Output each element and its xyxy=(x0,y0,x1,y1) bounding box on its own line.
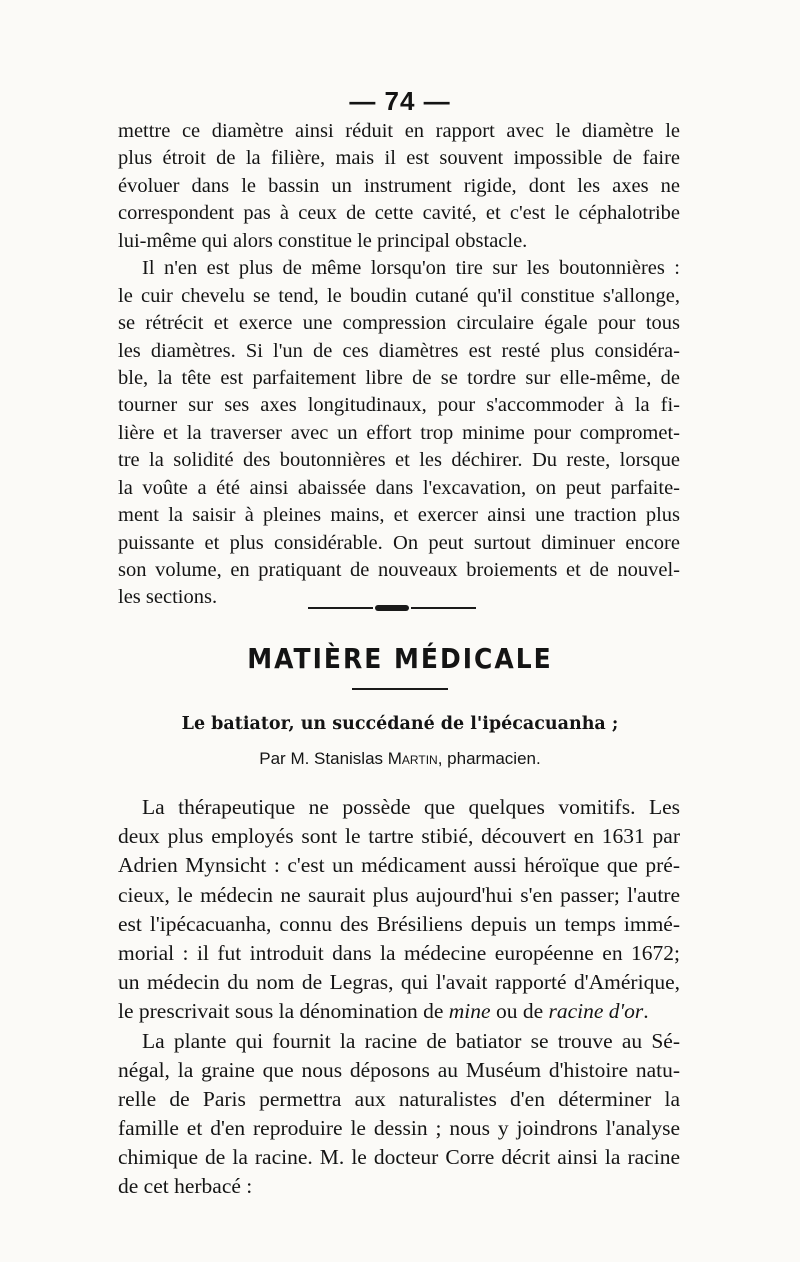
text-line: ble, la tête est parfaitement libre de se tordre sur elle-même, de xyxy=(118,366,680,389)
text-line: la voûte a été ainsi abaissée dans l'excavation, on peut parfaite- xyxy=(118,476,680,499)
text-line: relle de Paris permettra aux naturalistes d'en déterminer la xyxy=(118,1086,680,1111)
byline-prefix: Par M. Stanislas xyxy=(259,749,388,768)
text-run: ou de xyxy=(490,999,549,1024)
italic-term: racine d'or xyxy=(548,999,644,1024)
text-line: deux plus employés sont le tartre stibié, découvert en 1631 par xyxy=(118,824,680,849)
text-line: de cet herbacé : xyxy=(118,1174,253,1199)
divider-bar-left xyxy=(308,607,373,609)
text-line: morial : il fut introduit dans la médecine européenne en 1672; xyxy=(118,940,680,965)
text-line: lière et la traverser avec un effort trop minime pour compromet- xyxy=(118,421,680,444)
text-line: ment la saisir à pleines mains, et exercer ainsi une traction plus xyxy=(118,504,680,527)
text-line: évoluer dans le bassin un instrument rigide, dont les axes ne xyxy=(118,174,680,197)
text-line: cieux, le médecin ne saurait plus aujourd'hui s'en passer; l'autre xyxy=(118,882,680,907)
text-line: La thérapeutique ne possède que quelques vomitifs. Les xyxy=(142,795,680,819)
text-line: Il n'en est plus de même lorsqu'on tire sur les boutonnières : xyxy=(142,257,680,280)
page-number: — 74 — xyxy=(349,86,451,116)
author-name: Martin xyxy=(387,749,438,768)
text-line xyxy=(118,997,680,1026)
divider-center-ornament xyxy=(375,605,409,611)
section-divider-ornament xyxy=(308,605,476,611)
heading-underline xyxy=(352,688,448,690)
text-line: mettre ce diamètre ainsi réduit en rapport avec le diamètre le xyxy=(118,120,680,142)
top-paragraphs xyxy=(118,118,680,612)
italic-term: mine xyxy=(448,999,491,1024)
text-run: . xyxy=(643,999,649,1024)
text-line: est l'ipécacuanha, connu des Brésiliens depuis un temps immé- xyxy=(118,911,680,936)
text-line: un médecin du nom de Legras, qui l'avait rapporté d'Amérique, xyxy=(118,970,680,995)
text-line: les diamètres. Si l'un de ces diamètres est resté plus considéra- xyxy=(118,339,680,362)
text-line: chimique de la racine. M. le docteur Corre décrit ainsi la racine xyxy=(118,1145,680,1170)
section-heading: MATIÈRE MÉDICALE xyxy=(247,642,553,675)
text-line: famille et d'en reproduire le dessin ; nous y joindrons l'analyse xyxy=(118,1116,680,1141)
text-line: correspondent pas à ceux de cette cavité, et c'est le céphalotribe xyxy=(118,202,680,225)
article-title: Le batiator, un succédané de l'ipécacuanha ; xyxy=(181,714,619,734)
divider-bar-right xyxy=(411,607,476,609)
text-line: puissante et plus considérable. On peut surtout diminuer encore xyxy=(118,531,680,554)
byline-suffix: , pharmacien. xyxy=(437,749,541,768)
text-line: se rétrécit et exerce une compression circulaire égale pour tous xyxy=(118,312,680,335)
text-line: son volume, en pratiquant de nouveaux broiements et de nouvel- xyxy=(118,559,680,581)
text-run: le prescrivait sous la dénomination de xyxy=(118,999,449,1024)
text-line: La plante qui fournit la racine de batiator se trouve au Sé- xyxy=(142,1028,680,1053)
text-line: Adrien Mynsicht : c'est un médicament aussi héroïque que pré- xyxy=(118,853,680,878)
byline xyxy=(0,749,800,769)
text-line: les sections. xyxy=(118,586,218,609)
article-body xyxy=(118,793,680,1202)
text-line: lui-même qui alors constitue le principal obstacle. xyxy=(118,229,528,252)
text-line: tourner sur ses axes longitudinaux, pour s'accommoder à la fi- xyxy=(118,394,680,417)
text-line: négal, la graine que nous déposons au Muséum d'histoire natu- xyxy=(118,1057,680,1082)
text-line: tre la solidité des boutonnières et les déchirer. Du reste, lorsque xyxy=(118,449,680,472)
text-line: plus étroit de la filière, mais il est souvent impossible de faire xyxy=(118,147,680,170)
text-line: le cuir chevelu se tend, le boudin cutané qu'il constitue s'allonge, xyxy=(118,284,680,307)
